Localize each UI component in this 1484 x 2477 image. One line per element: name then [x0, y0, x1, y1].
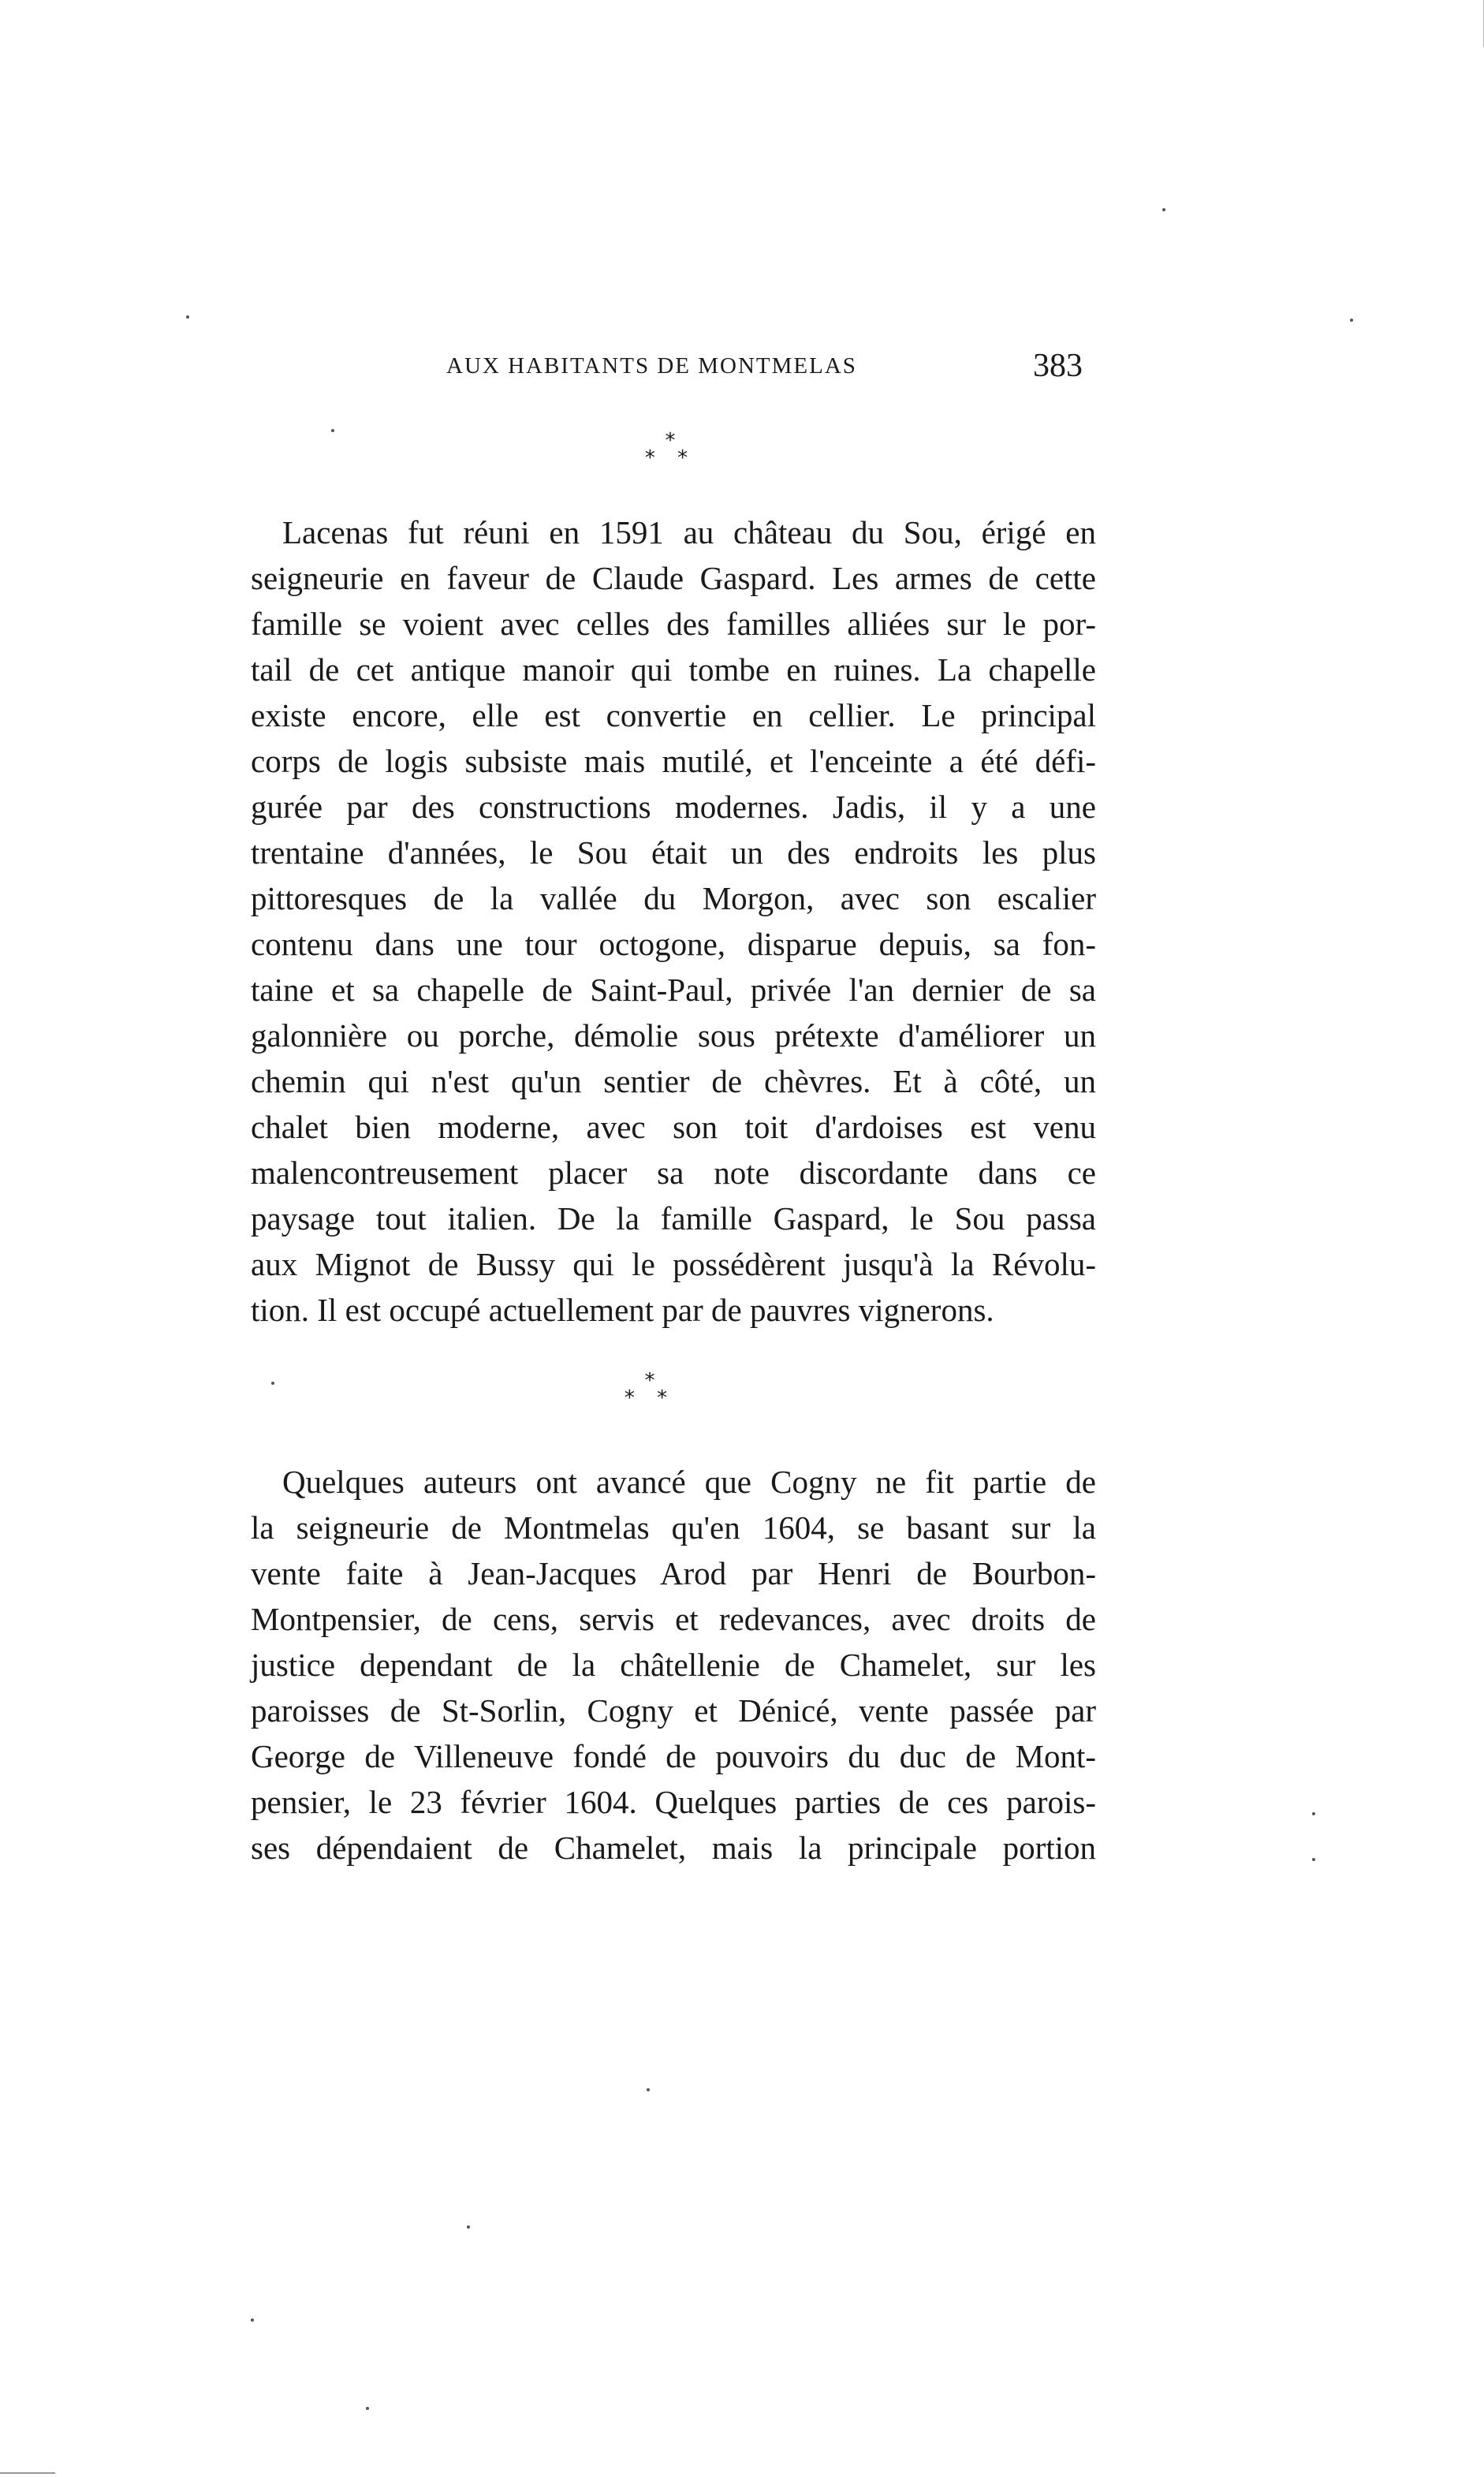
- text-line: vente faite à Jean-Jacques Arod par Henri de Bourbon-: [251, 1555, 1096, 1591]
- text-line: contenu dans une tour octogone, disparue depuis, sa fon-: [251, 926, 1096, 962]
- asterism-top: *: [644, 1369, 655, 1393]
- section-separator: [631, 429, 710, 470]
- scan-speck: [366, 2407, 369, 2410]
- scan-speck: [186, 315, 189, 319]
- text-line: tion. Il est occupé actuellement par de pauvres vignerons.: [251, 1292, 994, 1328]
- running-head: AUX HABITANTS DE MONTMELAS: [446, 353, 857, 379]
- text-line: seigneurie en faveur de Claude Gaspard. Les armes de cette: [251, 560, 1096, 596]
- asterism-bottom: * *: [624, 1386, 676, 1410]
- text-line: taine et sa chapelle de Saint-Paul, privée l'an dernier de sa: [251, 972, 1096, 1008]
- text-line: gurée par des constructions modernes. Jadis, il y a une: [251, 789, 1096, 825]
- text-line: Quelques auteurs ont avancé que Cogny ne fit partie de: [282, 1464, 1096, 1500]
- text-line: chalet bien moderne, avec son toit d'ardoises est venu: [251, 1109, 1096, 1145]
- text-line: paysage tout italien. De la famille Gaspard, le Sou passa: [251, 1200, 1096, 1237]
- paragraph-cogny: [251, 1459, 1096, 1871]
- text-line: corps de logis subsiste mais mutilé, et l'enceinte a été défi-: [251, 743, 1096, 779]
- asterism-bottom: * *: [644, 446, 696, 470]
- scan-speck: [1312, 1858, 1315, 1861]
- text-line: aux Mignot de Bussy qui le possédèrent jusqu'à la Révolu-: [251, 1246, 1096, 1282]
- text-line: trentaine d'années, le Sou était un des endroits les plus: [251, 834, 1096, 871]
- scan-speck: [271, 1382, 274, 1385]
- section-separator: [610, 1369, 689, 1410]
- scan-speck: [647, 2088, 650, 2091]
- paragraph-lacenas: [251, 509, 1096, 1333]
- text-line: George de Villeneuve fondé de pouvoirs du duc de Mont-: [251, 1738, 1096, 1774]
- bottom-edge-rule: [0, 2472, 55, 2474]
- text-line: paroisses de St-Sorlin, Cogny et Dénicé, vente passée par: [251, 1692, 1096, 1729]
- scan-speck: [1350, 319, 1353, 322]
- text-line: existe encore, elle est convertie en cellier. Le principal: [251, 697, 1096, 733]
- scan-speck: [1312, 1812, 1315, 1815]
- page-number: 383: [1033, 348, 1083, 384]
- text-line: Lacenas fut réuni en 1591 au château du Sou, érigé en: [282, 514, 1096, 550]
- text-line: chemin qui n'est qu'un sentier de chèvres. Et à côté, un: [251, 1063, 1096, 1099]
- scan-speck: [331, 429, 334, 432]
- text-line: galonnière ou porche, démolie sous prétexte d'améliorer un: [251, 1017, 1096, 1054]
- text-line: pensier, le 23 février 1604. Quelques parties de ces parois-: [251, 1784, 1096, 1820]
- scan-speck: [1162, 208, 1165, 211]
- text-line: malencontreusement placer sa note discordante dans ce: [251, 1155, 1096, 1191]
- text-line: justice dependant de la châtellenie de Chamelet, sur les: [251, 1647, 1096, 1683]
- asterism-top: *: [665, 429, 676, 453]
- text-line: Montpensier, de cens, servis et redevances, avec droits de: [251, 1601, 1096, 1637]
- text-line: tail de cet antique manoir qui tombe en ruines. La chapelle: [251, 651, 1096, 688]
- text-line: la seigneurie de Montmelas qu'en 1604, se basant sur la: [251, 1509, 1096, 1546]
- scan-speck: [251, 2318, 254, 2322]
- text-line: ses dépendaient de Chamelet, mais la principale portion: [251, 1830, 1096, 1866]
- text-line: famille se voient avec celles des familles alliées sur le por-: [251, 606, 1096, 642]
- scan-speck: [467, 2225, 470, 2229]
- text-line: pittoresques de la vallée du Morgon, avec son escalier: [251, 880, 1096, 916]
